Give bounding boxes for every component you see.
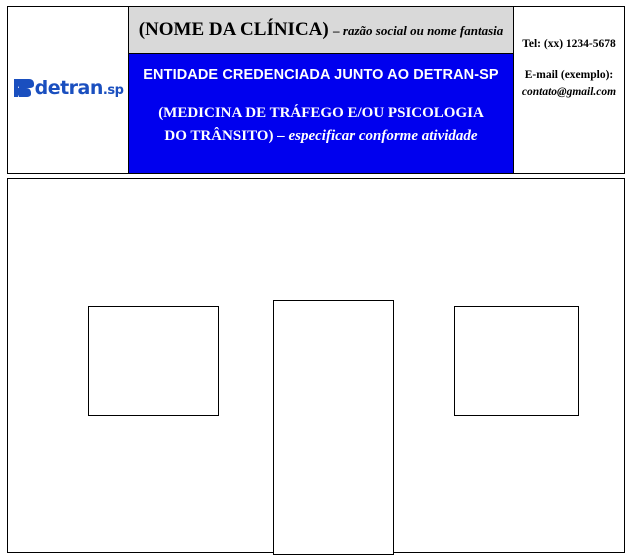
- banner-line-1: ENTIDADE CREDENCIADA JUNTO AO DETRAN-SP: [143, 67, 499, 83]
- email-label: E-mail (exemplo):: [524, 69, 614, 81]
- logo-cell: [8, 7, 129, 173]
- logo-text-suffix: .sp: [102, 82, 124, 98]
- header-table: [7, 6, 625, 174]
- logo-text-main: detran: [34, 76, 103, 99]
- placeholder-box-left: [88, 306, 219, 416]
- contact-cell: [514, 7, 624, 173]
- banner-line-2-note: – especificar conforme atividade: [273, 128, 478, 145]
- clinic-name-cell: [129, 7, 513, 54]
- email-address: contato@gmail.com: [521, 85, 617, 98]
- accreditation-banner: [129, 54, 513, 173]
- banner-line-2: [129, 102, 513, 149]
- header-center-column: [129, 7, 514, 173]
- detran-sp-logo: [13, 76, 124, 100]
- clinic-name-note: – razão social ou nome fantasia: [333, 23, 504, 38]
- detran-mark-icon: [13, 76, 35, 100]
- placeholder-box-middle: [273, 300, 394, 555]
- clinic-name-main: (NOME DA CLÍNICA): [138, 19, 329, 40]
- logo-wordmark: [34, 76, 124, 99]
- banner-line-2-main: (MEDICINA DE TRÁFEGO E/OU PSICOLOGIA DO TRÂNSITO): [158, 105, 484, 145]
- document-body-frame: [7, 178, 625, 553]
- email-block: [522, 67, 616, 100]
- phone-text: Tel: (xx) 1234-5678: [522, 38, 616, 50]
- placeholder-box-right: [454, 306, 579, 416]
